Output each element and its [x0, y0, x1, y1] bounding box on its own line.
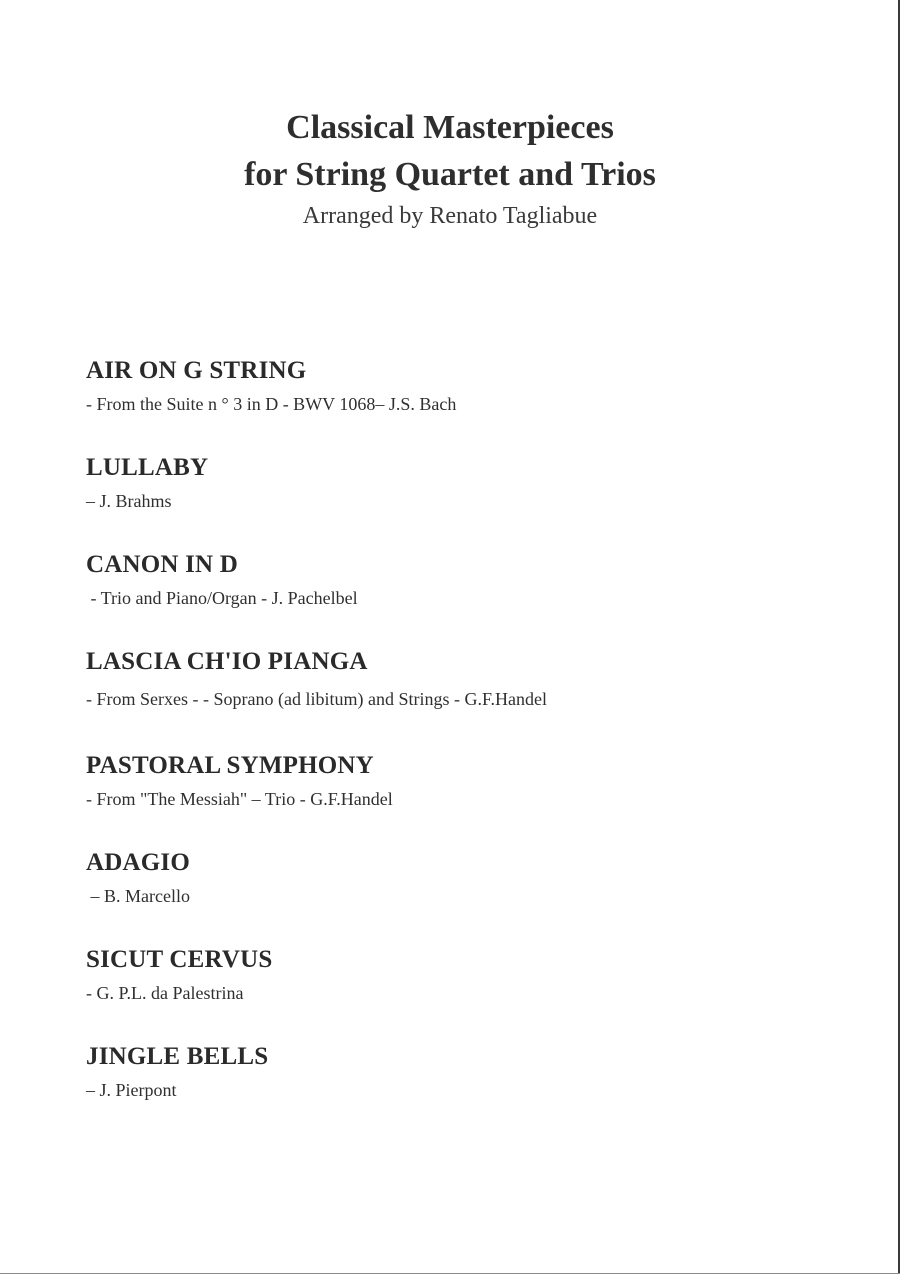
piece-entry	[86, 1041, 846, 1103]
piece-detail: – B. Marcello	[86, 886, 190, 906]
piece-title: SICUT CERVUS	[86, 946, 273, 973]
arranger-subtitle: Arranged by Renato Tagliabue	[302, 203, 598, 229]
piece-title: JINGLE BELLS	[86, 1043, 269, 1070]
piece-entry	[86, 847, 846, 909]
page-title-line-2: for String Quartet and Trios	[244, 156, 656, 193]
piece-detail: - Trio and Piano/Organ - J. Pachelbel	[86, 588, 358, 608]
cover-header	[0, 104, 900, 234]
piece-entry	[86, 646, 846, 712]
piece-detail: - From "The Messiah" – Trio - G.F.Handel	[86, 789, 393, 809]
piece-entry	[86, 944, 846, 1006]
piece-entry	[86, 549, 846, 611]
piece-title: AIR ON G STRING	[86, 357, 307, 384]
piece-title: PASTORAL SYMPHONY	[86, 752, 374, 779]
piece-detail: - G. P.L. da Palestrina	[86, 983, 244, 1003]
piece-title: ADAGIO	[86, 849, 190, 876]
piece-entry	[86, 750, 846, 812]
piece-detail: – J. Brahms	[86, 491, 172, 511]
piece-detail: – J. Pierpont	[86, 1080, 177, 1100]
page-title-line-1: Classical Masterpieces	[286, 109, 614, 146]
piece-detail: - From the Suite n ° 3 in D - BWV 1068– J.S. Bach	[86, 394, 457, 414]
piece-detail: - From Serxes - - Soprano (ad libitum) and Strings - G.F.Handel	[86, 689, 547, 709]
piece-title: LULLABY	[86, 454, 209, 481]
piece-entry	[86, 452, 846, 514]
piece-entry	[86, 355, 846, 417]
piece-title: LASCIA CH'IO PIANGA	[86, 648, 368, 675]
piece-title: CANON IN D	[86, 551, 238, 578]
